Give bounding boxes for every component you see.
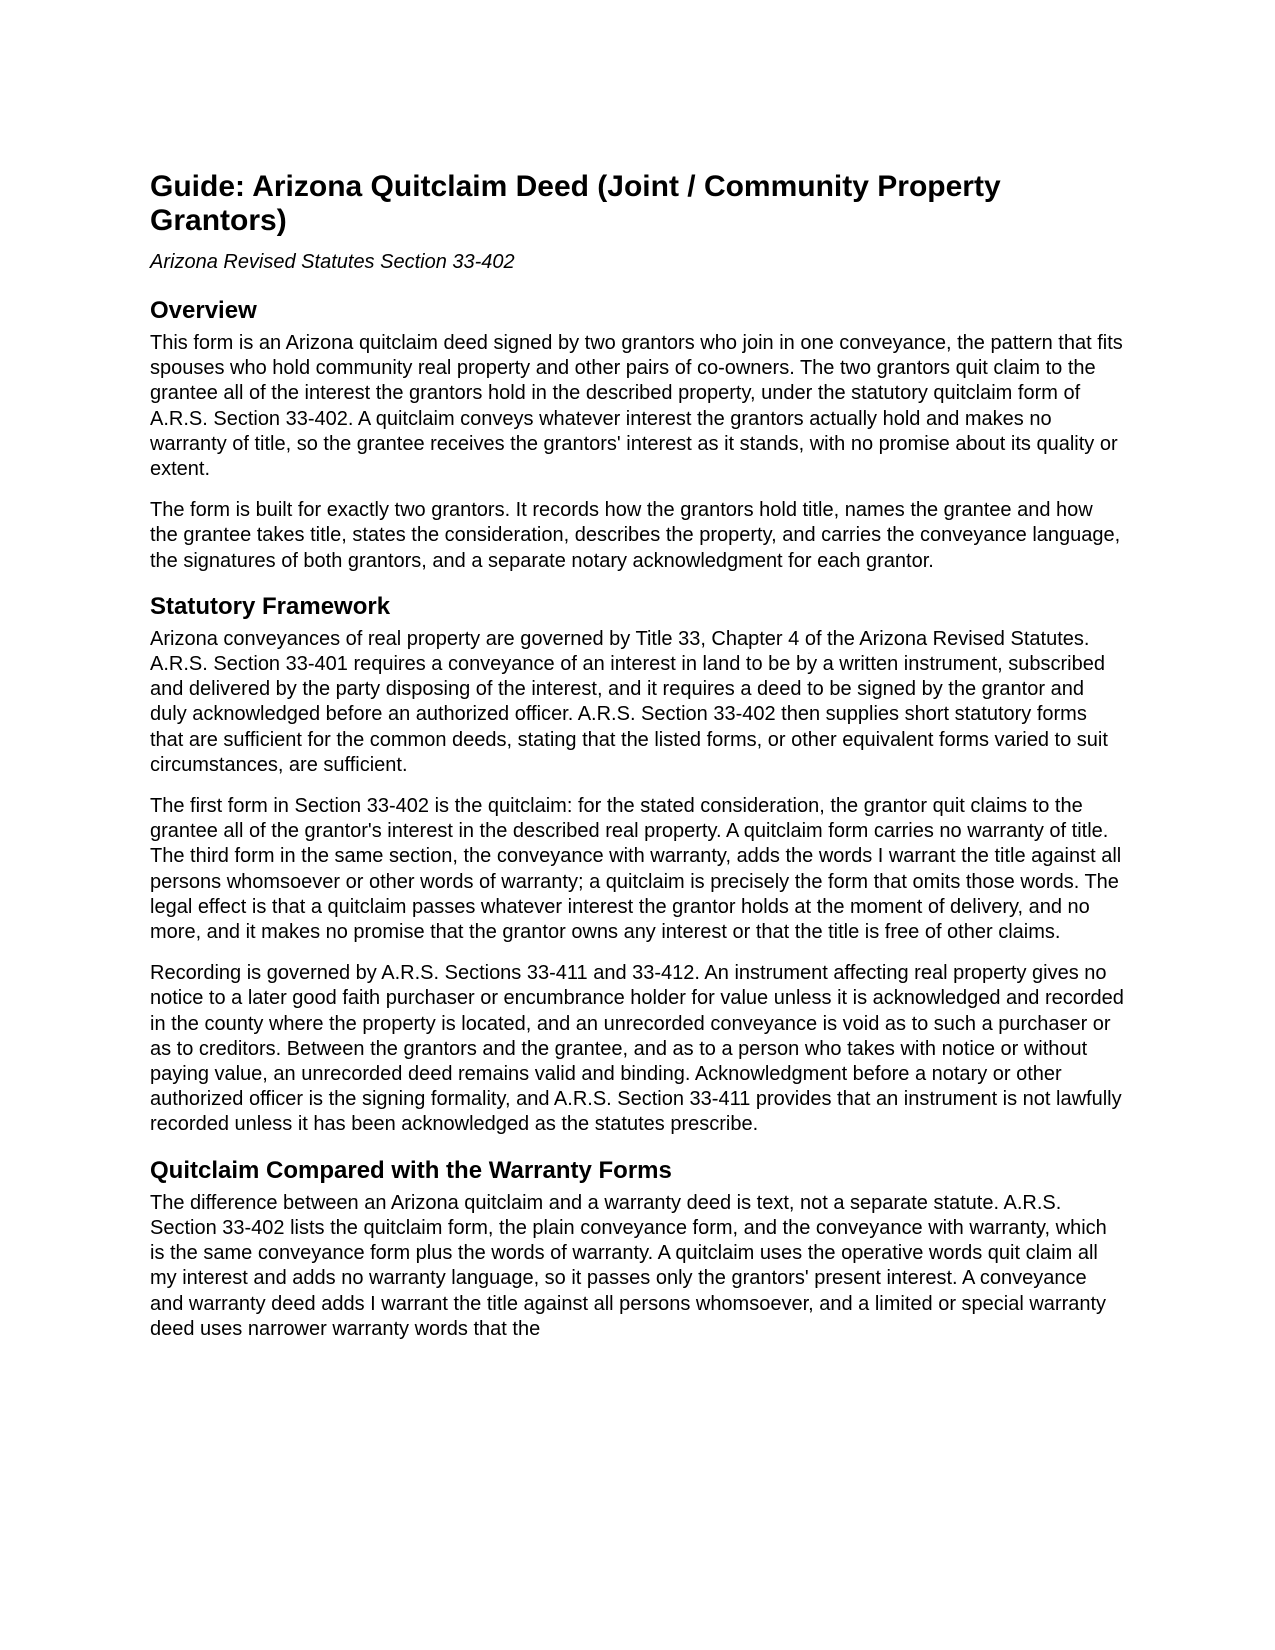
section-heading: Overview: [150, 297, 257, 324]
document-subtitle: Arizona Revised Statutes Section 33-402: [150, 251, 515, 273]
section-heading: Quitclaim Compared with the Warranty Forms: [150, 1156, 672, 1184]
paragraph: Recording is governed by A.R.S. Sections 33-411 and 33-412. An instrument affecting real property gives no notice to a later good faith purchaser or encumbrance holder for value unless it is acknowledged and recorded in the county where the property is located, and an unrecorded conveyance is void as to such a purchaser or as to creditors. Between the grantors and the grantee, and as to a person who takes with notice or without paying value, an unrecorded deed remains valid and binding. Acknowledgment before a notary or other authorized officer is the signing formality, and A.R.S. Section 33-411 provides that an instrument is not lawfully recorded unless it has been acknowledged as the statutes prescribe.: [150, 962, 1124, 1136]
section-overview: [150, 296, 1125, 574]
document-title: Guide: Arizona Quitclaim Deed (Joint / Community Property Grantors): [150, 170, 1001, 237]
paragraph: This form is an Arizona quitclaim deed signed by two grantors who join in one conveyance, the pattern that fits spouses who hold community real property and other pairs of co-owners. The two grantors quit claim to the grantee all of the interest the grantors hold in the described property, under the statutory quitclaim form of A.R.S. Section 33-402. A quitclaim conveys whatever interest the grantors actually hold and makes no warranty of title, so the grantee receives the grantors' interest as it stands, with no promise about its quality or extent.: [150, 332, 1123, 481]
section-statutory-framework: [150, 592, 1125, 1138]
paragraph: Arizona conveyances of real property are governed by Title 33, Chapter 4 of the Arizona Revised Statutes. A.R.S. Section 33-401 requires a conveyance of an interest in land to be by a written instrument, subscribed and delivered by the party disposing of the interest, and it requires a deed to be signed by the grantor and duly acknowledged before an authorized officer. A.R.S. Section 33-402 then supplies short statutory forms that are sufficient for the common deeds, stating that the listed forms, or other equivalent forms varied to suit circumstances, are sufficient.: [150, 627, 1108, 776]
paragraph: The form is built for exactly two grantors. It records how the grantors hold title, names the grantee and how the grantee takes title, states the consideration, describes the property, and carries the conveyance language, the signatures of both grantors, and a separate notary acknowledgment for each grantor.: [150, 499, 1121, 572]
section-quitclaim-compared: [150, 1156, 1125, 1342]
document-page: [150, 170, 1125, 1360]
section-heading: Statutory Framework: [150, 592, 391, 620]
paragraph: The difference between an Arizona quitclaim and a warranty deed is text, not a separate statute. A.R.S. Section 33-402 lists the quitclaim form, the plain conveyance form, and the conveyance with warranty, which is the same conveyance form plus the words of warranty. A quitclaim uses the operative words quit claim all my interest and adds no warranty language, so it passes only the grantors' present interest. A conveyance and warranty deed adds I warrant the title against all persons whomsoever, and a limited or special warranty deed uses narrower warranty words that the: [150, 1191, 1107, 1340]
paragraph: The first form in Section 33-402 is the quitclaim: for the stated consideration, the grantor quit claims to the grantee all of the grantor's interest in the described real property. A quitclaim form carries no warranty of title. The third form in the same section, the conveyance with warranty, adds the words I warrant the title against all persons whomsoever or other words of warranty; a quitclaim is precisely the form that omits those words. The legal effect is that a quitclaim passes whatever interest the grantor holds at the moment of delivery, and no more, and it makes no promise that the grantor owns any interest or that the title is free of other claims.: [150, 795, 1122, 944]
